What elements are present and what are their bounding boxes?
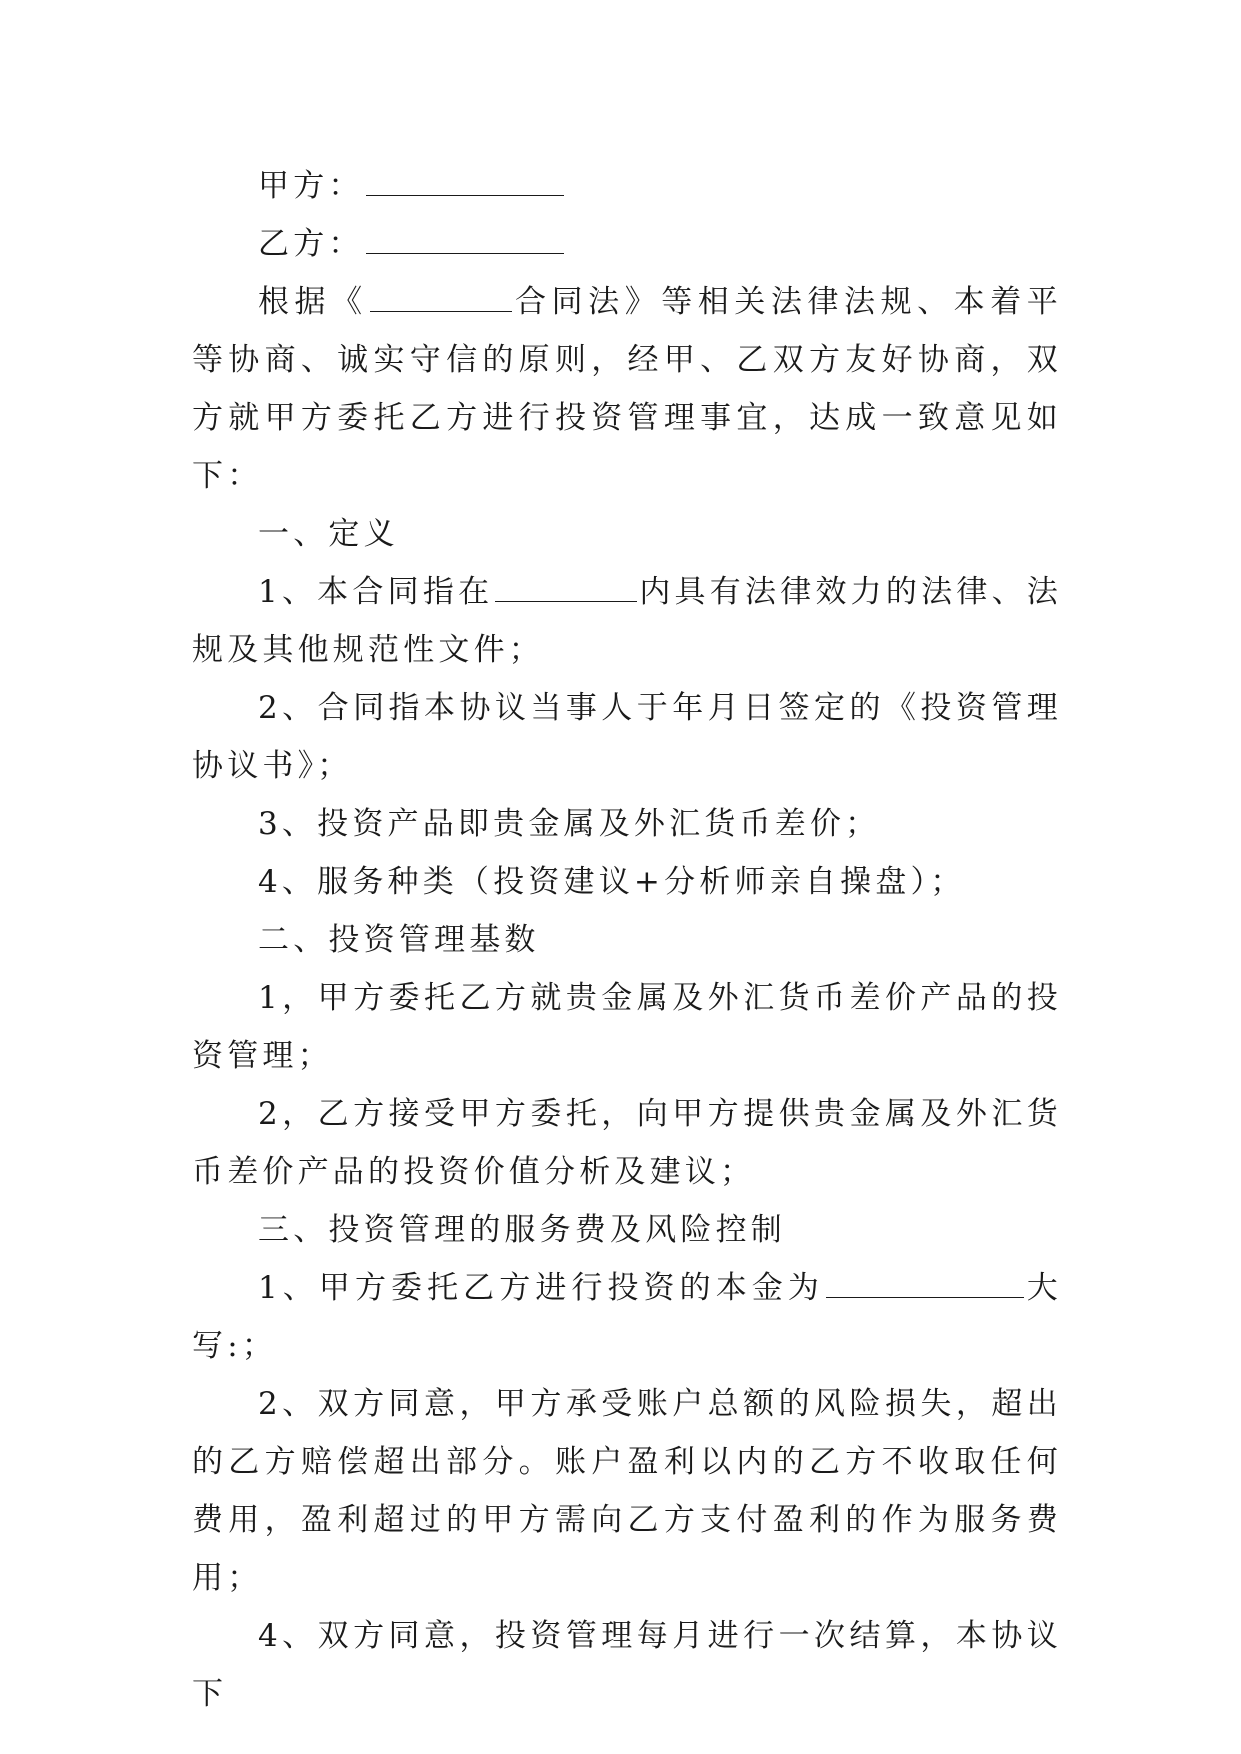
section-1-item-1-text-a: 1、本合同指在 [258,574,494,610]
party-b-label: 乙方： [258,226,364,262]
party-b-line [192,215,1062,273]
section-1-title: 一、定义 [258,516,399,552]
section-3-item-4: 4、双方同意，投资管理每月进行一次结算，本协议下 [192,1618,1062,1712]
party-a-blank [366,171,564,196]
section-3-item-1 [192,1259,1062,1375]
section-2-item-1: 1，甲方委托乙方就贵金属及外汇货币差价产品的投资管理； [192,980,1062,1074]
intro-text-2: 合同法》等相关法律法规、本着平等协商、诚实守信的原则，经甲、乙双方友好协商，双方就甲方委托乙方进行投资管理事宜，达成一致意见如下： [192,284,1062,494]
section-1-item-1-text-b: 内具有法律效力的法律、法规及其他规范性文件； [192,574,1062,668]
section-1-item-4: 4、服务种类（投资建议+分析师亲自操盘）； [258,864,966,900]
principal-amount-blank [826,1273,1024,1298]
section-2-item-2: 2，乙方接受甲方委托，向甲方提供贵金属及外汇货币差价产品的投资价值分析及建议； [192,1096,1062,1190]
party-b-blank [366,229,564,254]
law-name-blank [370,287,512,312]
document-body [192,157,1062,1723]
intro-text-1: 根据《 [258,284,368,320]
section-3-item-1-text-a: 1、甲方委托乙方进行投资的本金为 [258,1270,824,1306]
jurisdiction-blank [495,577,637,602]
section-1-item-1 [192,563,1062,679]
section-1-item-2: 2、合同指本协议当事人于年月日签定的《投资管理协议书》； [192,690,1062,784]
section-3-item-1-text-b: 大写:； [192,1270,1062,1364]
section-3-item-2: 2、双方同意，甲方承受账户总额的风险损失，超出的乙方赔偿超出部分。账户盈利以内的乙方不收取任何费用，盈利超过的甲方需向乙方支付盈利的作为服务费用； [192,1386,1062,1596]
section-2-title: 二、投资管理基数 [258,922,540,958]
intro-paragraph [192,273,1062,505]
party-a-line [192,157,1062,215]
section-3-title: 三、投资管理的服务费及风险控制 [258,1212,786,1248]
party-a-label: 甲方： [258,168,364,204]
section-1-item-3: 3、投资产品即贵金属及外汇货币差价； [258,806,881,842]
